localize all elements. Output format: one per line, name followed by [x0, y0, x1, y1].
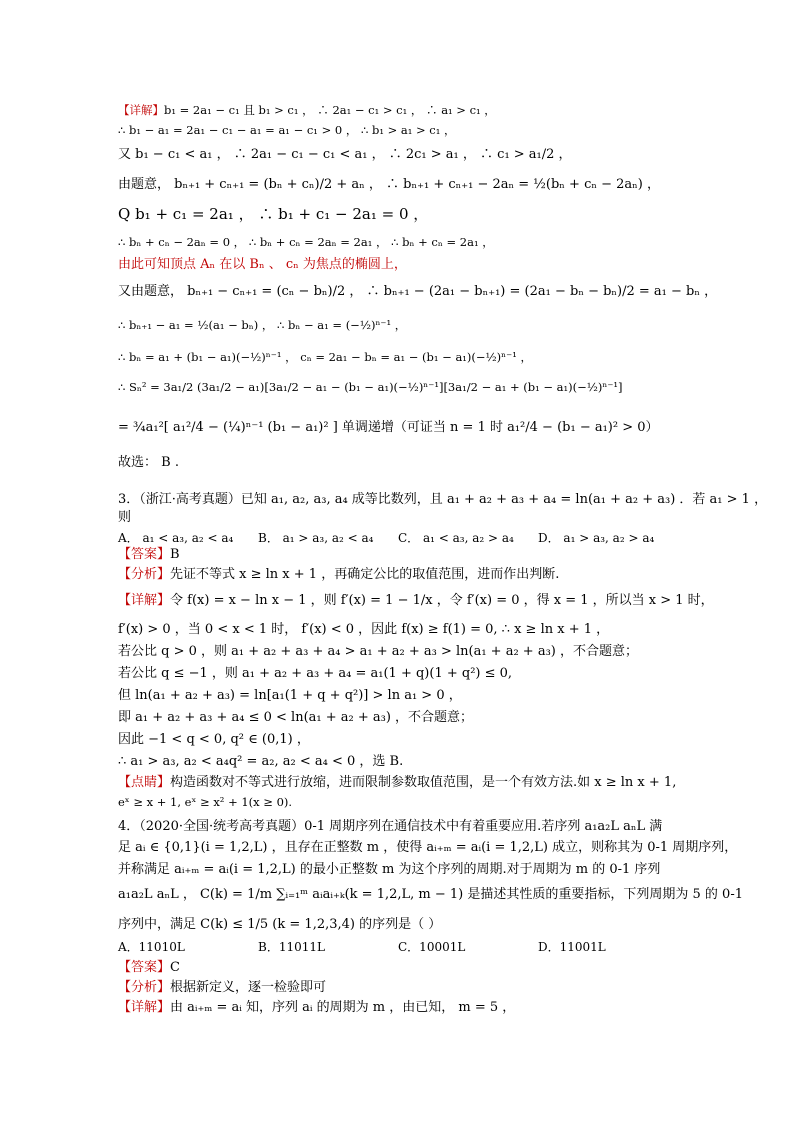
line-text: 根据新定义，逐一检验即可: [170, 980, 327, 995]
line-text: 3．（浙江·高考真题）已知 a₁, a₂, a₃, a₄ 成等比数列，且 a₁ + a₂ + a₃ + a₄ = ln(a₁ + a₂ + a₃) ．若 a₁ > 1 ，: [118, 492, 768, 507]
text-line: [118, 257, 407, 273]
line-text: 若公比 q ≤ −1 ，则 a₁ + a₂ + a₃ + a₄ = a₁(1 + q)(1 + q²) ≤ 0,: [118, 666, 513, 681]
answer-option: A．11010L: [118, 940, 185, 954]
line-text: = ¾a₁²[ a₁²/4 − (¼)ⁿ⁻¹ (b₁ − a₁)² ] 单调递增（可证当 n = 1 时 a₁²/4 − (b₁ − a₁)² > 0）: [118, 420, 659, 435]
line-text: B: [170, 547, 180, 562]
answer-option: B． a₁ > a₃, a₂ < a₄: [258, 531, 374, 545]
text-line: [118, 318, 406, 332]
text-line: [118, 819, 662, 835]
text-line: [118, 732, 310, 748]
line-text: ∴ a₁ > a₃, a₂ < a₄q² = a₂, a₂ < a₄ < 0 ，选 B.: [118, 754, 404, 769]
text-line: [118, 177, 660, 193]
line-text: 先证不等式 x ≥ ln x + 1 ，再确定公比的取值范围，进而作出判断.: [170, 567, 560, 582]
text-line: [118, 205, 428, 224]
text-line: [118, 862, 660, 878]
line-text: 即 a₁ + a₂ + a₃ + a₄ ≤ 0 < ln(a₁ + a₂ + a₃) ，不合题意；: [118, 710, 474, 725]
line-text: 令 f(x) = x − ln x − 1 ，则 f′(x) = 1 − 1/x ，令 f′(x) = 0 ，得 x = 1 ，所以当 x > 1 时，: [170, 593, 714, 608]
line-text: f′(x) > 0 ，当 0 < x < 1 时， f′(x) < 0 ，因此 f(x) ≥ f(1) = 0, ∴ x ≥ ln x + 1 ，: [118, 622, 610, 637]
line-text: 足 aᵢ ∈ {0,1}(i = 1,2,L) ，且存在正整数 m ，使得 aᵢ₊ₘ = aᵢ(i = 1,2,L) 成立，则称其为 0-1 周期序列，: [118, 840, 738, 855]
answer-option: A． a₁ < a₃, a₂ < a₄: [118, 531, 234, 545]
line-text: ∴ bₙ₊₁ − a₁ = ½(a₁ − bₙ) ， ∴ bₙ − a₁ = (−½)ⁿ⁻¹ ，: [118, 318, 407, 332]
line-text: b₁ = 2a₁ − c₁ 且 b₁ > c₁ ， ∴ 2a₁ − c₁ > c₁ ， ∴ a₁ > c₁ ，: [164, 103, 496, 117]
answer-option: B．11011L: [258, 940, 325, 954]
line-text: 由 aᵢ₊ₘ = aᵢ 知，序列 aᵢ 的周期为 m ，由已知， m = 5 ，: [170, 1000, 516, 1015]
text-line: [118, 567, 559, 583]
text-line: [118, 284, 717, 300]
text-line: [118, 887, 743, 903]
text-line: [118, 754, 403, 770]
section-tag: 【答案】: [118, 547, 171, 562]
text-line: [118, 1000, 515, 1016]
text-line: [118, 688, 462, 704]
line-text: 因此 −1 < q < 0, q² ∈ (0,1) ，: [118, 732, 310, 747]
text-line: [118, 547, 180, 563]
line-text: Q b₁ + c₁ = 2a₁ ， ∴ b₁ + c₁ − 2a₁ = 0 ，: [118, 205, 429, 223]
line-text: 又由题意， bₙ₊₁ − cₙ₊₁ = (cₙ − bₙ)/2 ， ∴ bₙ₊₁ − (2a₁ − bₙ₊₁) = (2a₁ − bₙ − bₙ)/2 = a₁ − bₙ ，: [118, 284, 718, 299]
text-line: [118, 960, 180, 976]
line-text: 序列中，满足 C(k) ≤ 1/5 (k = 1,2,3,4) 的序列是（ ）: [118, 917, 442, 932]
line-text: ∴ bₙ = a₁ + (b₁ − a₁)(−½)ⁿ⁻¹ ， cₙ = 2a₁ − bₙ = a₁ − (b₁ − a₁)(−½)ⁿ⁻¹ ，: [118, 350, 532, 364]
text-line: [118, 622, 609, 638]
line-text: 由此可知顶点 Aₙ 在以 Bₙ 、 cₙ 为焦点的椭圆上，: [118, 257, 407, 272]
line-text: 则: [118, 510, 132, 525]
line-text: C: [170, 960, 180, 975]
answer-option: C． a₁ < a₃, a₂ > a₄: [398, 531, 514, 545]
text-line: [118, 147, 572, 163]
section-tag: 【分析】: [118, 980, 171, 995]
answer-option: D． a₁ > a₃, a₂ > a₄: [538, 531, 655, 545]
text-line: [118, 510, 131, 526]
text-line: [118, 710, 473, 726]
text-line: [118, 666, 512, 682]
line-text: 若公比 q > 0 ，则 a₁ + a₂ + a₃ + a₄ > a₁ + a₂ + a₃ > ln(a₁ + a₂ + a₃) ，不合题意；: [118, 644, 638, 659]
line-text: ∴ bₙ + cₙ − 2aₙ = 0 ， ∴ bₙ + cₙ = 2aₙ = 2a₁ ， ∴ bₙ + cₙ = 2a₁ ，: [118, 235, 494, 249]
line-text: 故选： B .: [118, 455, 179, 470]
text-line: [118, 840, 737, 856]
line-text: 但 ln(a₁ + a₂ + a₃) = ln[a₁(1 + q + q²)] > ln a₁ > 0 ，: [118, 688, 462, 703]
text-line: [118, 917, 441, 933]
section-tag: 【详解】: [118, 103, 164, 117]
line-text: eˣ ≥ x + 1, eˣ ≥ x² + 1(x ≥ 0).: [118, 795, 293, 809]
line-text: 由题意， bₙ₊₁ + cₙ₊₁ = (bₙ + cₙ)/2 + aₙ ， ∴ bₙ₊₁ + cₙ₊₁ − 2aₙ = ½(bₙ + cₙ − 2aₙ) ，: [118, 177, 660, 192]
section-tag: 【分析】: [118, 567, 171, 582]
section-tag: 【详解】: [118, 1000, 171, 1015]
text-line: [118, 103, 496, 117]
section-tag: 【详解】: [118, 593, 171, 608]
line-text: a₁a₂L aₙL ， C(k) = 1/m ∑ᵢ₌₁ᵐ aᵢaᵢ₊ₖ(k = 1,2,L, m − 1) 是描述其性质的重要指标，下列周期为 5 的 0-1: [118, 887, 743, 902]
text-line: [118, 775, 676, 791]
text-line: [118, 593, 714, 609]
section-tag: 【点睛】: [118, 775, 171, 790]
line-text: 并称满足 aᵢ₊ₘ = aᵢ(i = 1,2,L) 的最小正整数 m 为这个序列的周期.对于周期为 m 的 0-1 序列: [118, 862, 661, 877]
line-text: ∴ Sₙ² = 3a₁/2 (3a₁/2 − a₁)[3a₁/2 − a₁ − (b₁ − a₁)(−½)ⁿ⁻¹][3a₁/2 − a₁ + (b₁ − a₁)(−½)ⁿ⁻¹]: [118, 380, 623, 394]
text-line: [118, 980, 326, 996]
line-text: 4．（2020·全国·统考高考真题）0-1 周期序列在通信技术中有着重要应用.若序列 a₁a₂L aₙL 满: [118, 819, 663, 834]
text-line: [118, 795, 292, 809]
text-line: [118, 350, 532, 364]
text-line: [118, 644, 638, 660]
text-line: [118, 235, 494, 249]
answer-option: D．11001L: [538, 940, 606, 954]
line-text: 构造函数对不等式进行放缩，进而限制参数取值范围，是一个有效方法.如 x ≥ ln x + 1,: [170, 775, 677, 790]
answer-option: C．10001L: [398, 940, 466, 954]
line-text: ∴ b₁ − a₁ = 2a₁ − c₁ − a₁ = a₁ − c₁ > 0 ， ∴ b₁ > a₁ > c₁ ，: [118, 123, 456, 137]
text-line: [118, 123, 456, 137]
text-line: [118, 420, 659, 436]
text-line: [118, 380, 623, 394]
section-tag: 【答案】: [118, 960, 171, 975]
text-line: [118, 492, 767, 508]
line-text: 又 b₁ − c₁ < a₁ ， ∴ 2a₁ − c₁ − c₁ < a₁ ， ∴ 2c₁ > a₁ ， ∴ c₁ > a₁/2 ，: [118, 147, 572, 162]
text-line: [118, 455, 179, 471]
